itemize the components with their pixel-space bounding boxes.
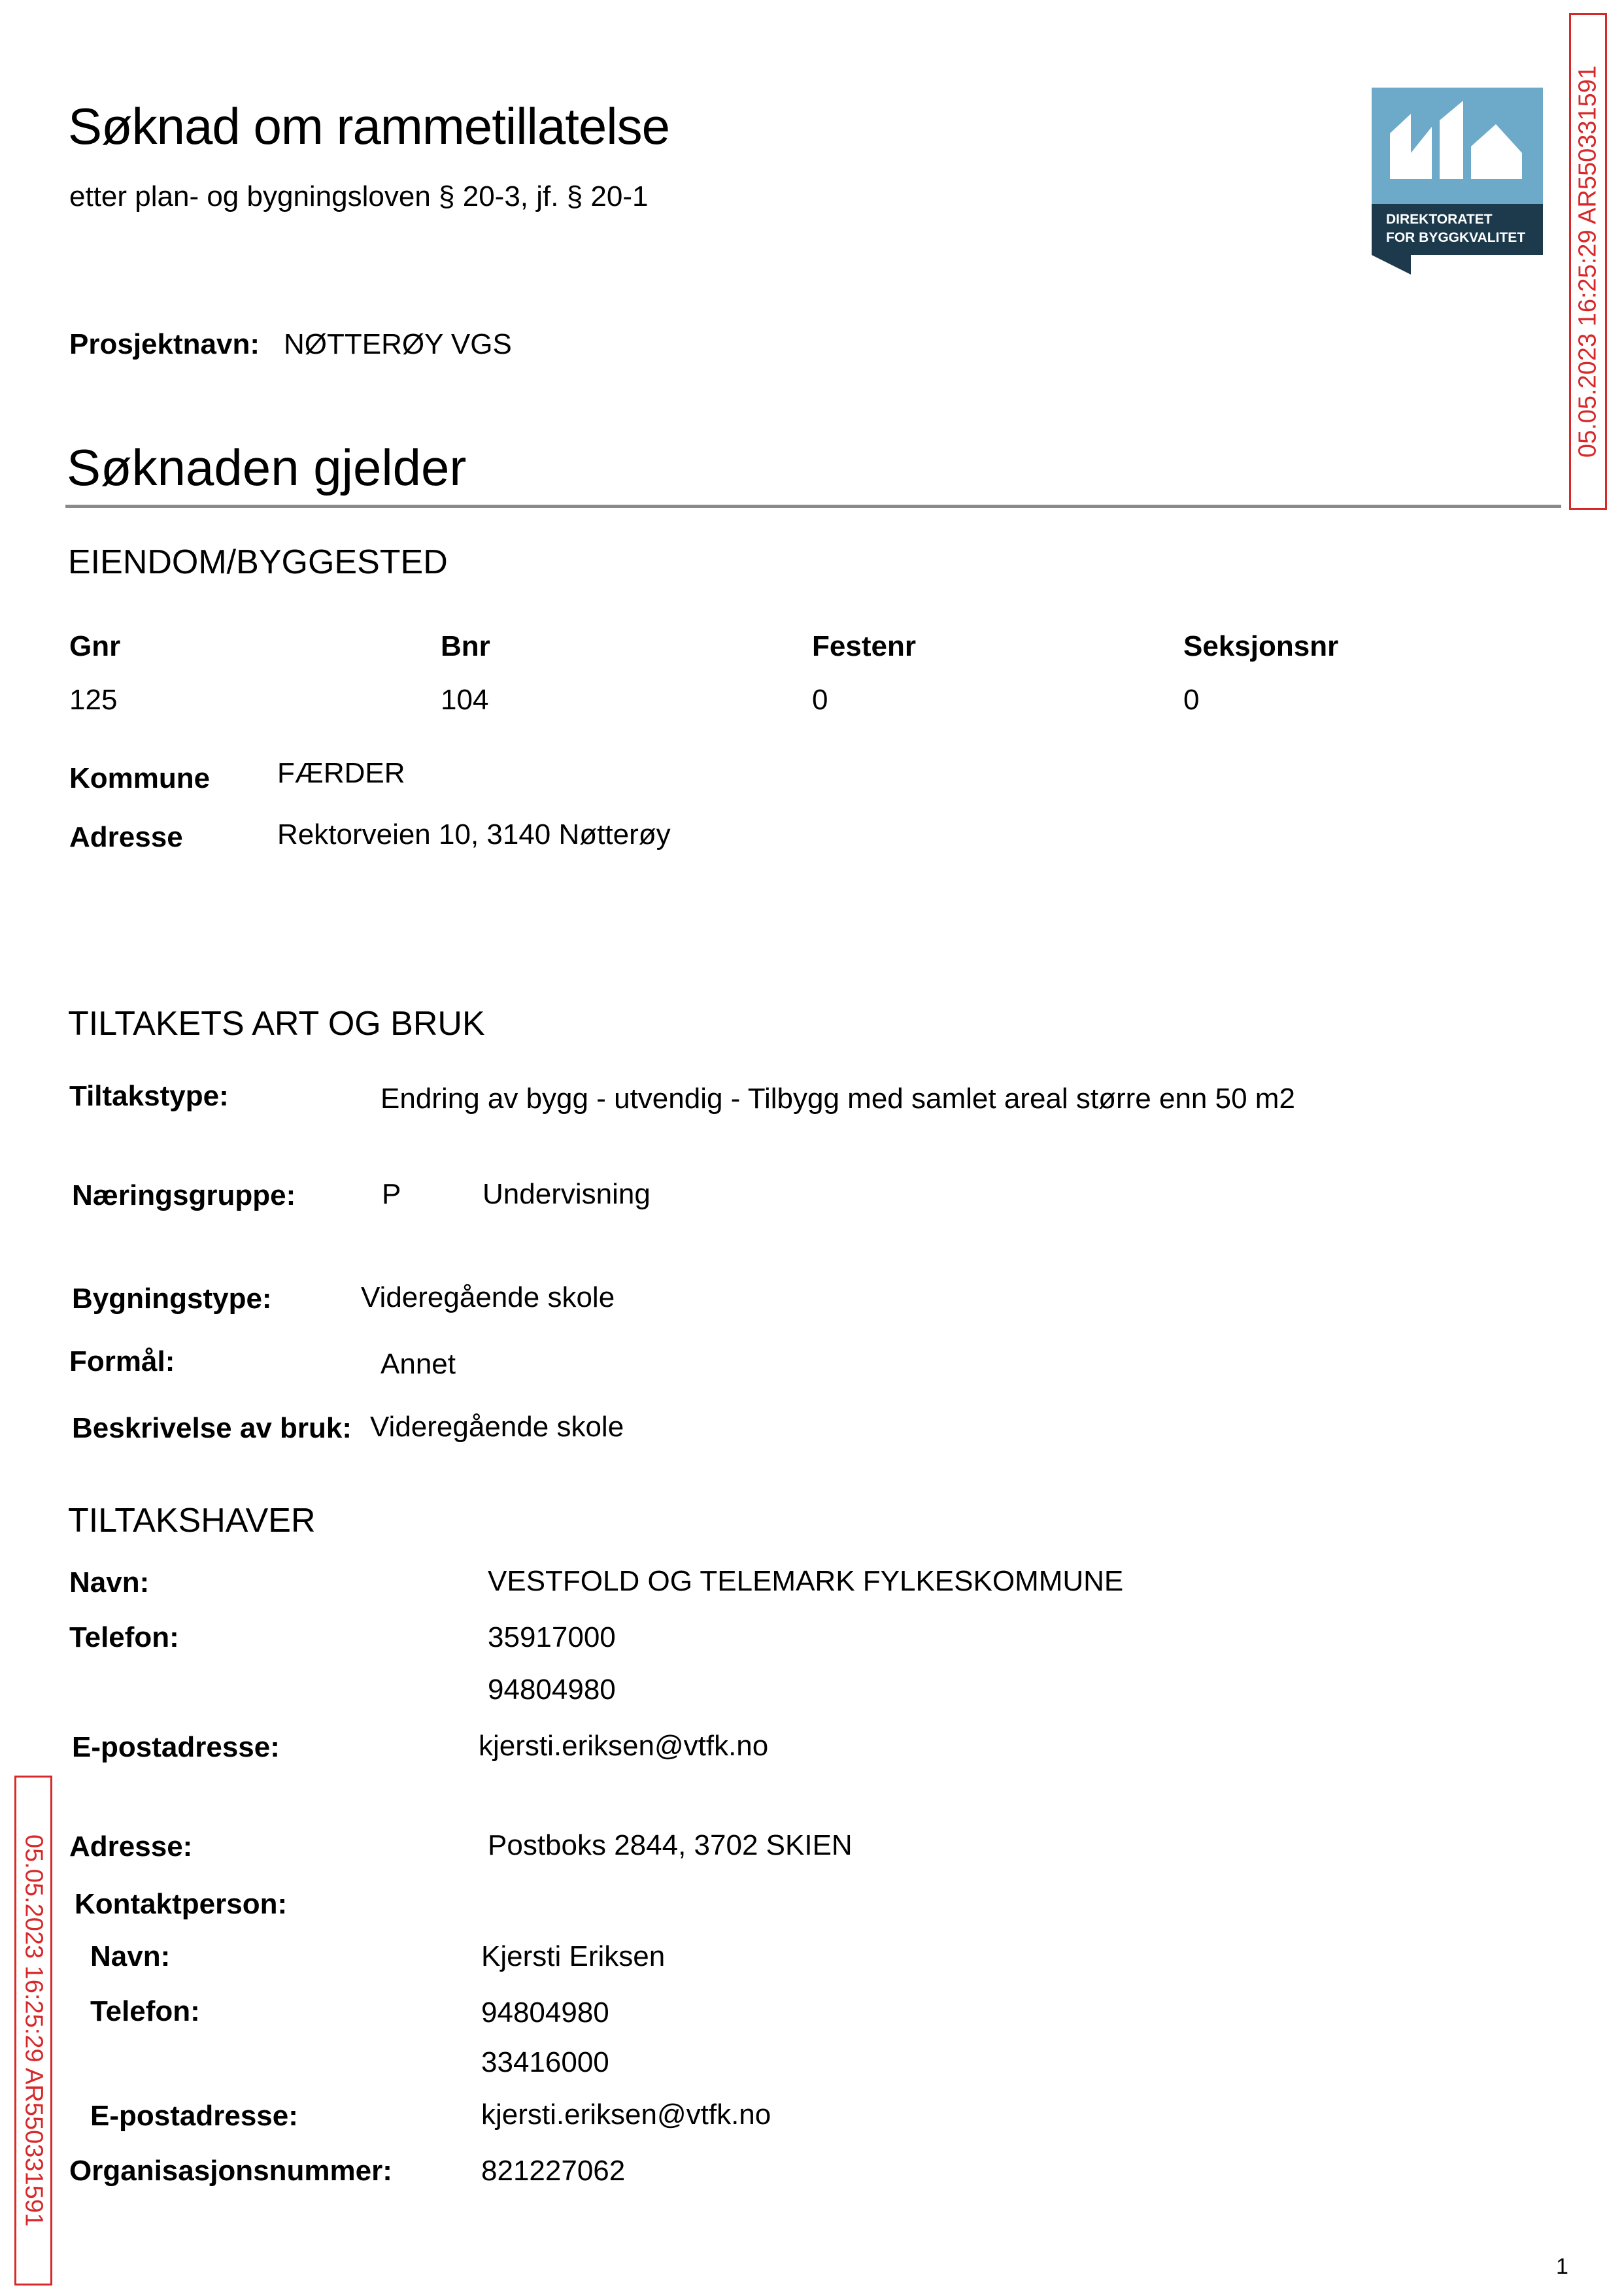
th-telefon-value-1: 35917000 bbox=[488, 1621, 616, 1653]
kommune-label: Kommune bbox=[69, 762, 211, 794]
project-label: Prosjektnavn: bbox=[69, 328, 260, 360]
bygningstype-label: Bygningstype: bbox=[72, 1283, 272, 1315]
naeringsgruppe-label: Næringsgruppe: bbox=[72, 1179, 296, 1211]
date-stamp-right-text: 05.05.2023 16:25:29 AR550331591 bbox=[1574, 65, 1602, 458]
kontakt-epost-label: E-postadresse: bbox=[90, 2100, 298, 2132]
dibk-logo bbox=[1372, 88, 1543, 275]
beskrivelse-value: Videregående skole bbox=[370, 1411, 624, 1443]
seksjonsnr-header: Seksjonsnr bbox=[1183, 630, 1339, 662]
th-telefon-label: Telefon: bbox=[69, 1621, 179, 1653]
th-navn-label: Navn: bbox=[69, 1566, 150, 1598]
th-epost-value: kjersti.eriksen@vtfk.no bbox=[479, 1730, 769, 1762]
seksjonsnr-value: 0 bbox=[1183, 684, 1200, 716]
section-divider bbox=[65, 505, 1561, 508]
kommune-value: FÆRDER bbox=[277, 757, 405, 789]
eiendom-heading: EIENDOM/BYGGESTED bbox=[68, 543, 448, 581]
date-stamp-left-text: 05.05.2023 16:25:29 AR550331591 bbox=[20, 1834, 48, 2227]
festenr-header: Festenr bbox=[812, 630, 916, 662]
kontakt-telefon-label: Telefon: bbox=[90, 1995, 200, 2027]
kontakt-navn-label: Navn: bbox=[90, 1940, 171, 1972]
bnr-value: 104 bbox=[441, 684, 489, 716]
org-value: 821227062 bbox=[481, 2155, 626, 2187]
date-stamp-left bbox=[14, 1776, 52, 2286]
festenr-value: 0 bbox=[812, 684, 828, 716]
adresse-label: Adresse bbox=[69, 821, 183, 853]
th-navn-value: VESTFOLD OG TELEMARK FYLKESKOMMUNE bbox=[488, 1565, 1124, 1597]
tiltakstype-value: Endring av bygg - utvendig - Tilbygg med samlet areal større enn 50 m2 bbox=[381, 1083, 1295, 1115]
bnr-header: Bnr bbox=[441, 630, 490, 662]
tiltakshaver-heading: TILTAKSHAVER bbox=[68, 1502, 316, 1540]
kontakt-navn-value: Kjersti Eriksen bbox=[481, 1940, 666, 1972]
kontakt-telefon-value-2: 33416000 bbox=[481, 2046, 609, 2078]
kontakt-epost-value: kjersti.eriksen@vtfk.no bbox=[481, 2099, 771, 2131]
logo-text-line2: FOR BYGGKVALITET bbox=[1386, 230, 1526, 245]
th-adresse-value: Postboks 2844, 3702 SKIEN bbox=[488, 1829, 853, 1861]
naeringsgruppe-code: P bbox=[382, 1178, 401, 1210]
document-title: Søknad om rammetillatelse bbox=[68, 97, 669, 155]
formal-label: Formål: bbox=[69, 1345, 175, 1377]
tiltak-heading: TILTAKETS ART OG BRUK bbox=[68, 1005, 485, 1043]
naeringsgruppe-value: Undervisning bbox=[482, 1178, 651, 1210]
project-value: NØTTERØY VGS bbox=[284, 328, 512, 360]
th-epost-label: E-postadresse: bbox=[72, 1731, 280, 1763]
logo-text-line1: DIREKTORATET bbox=[1386, 212, 1493, 227]
bygningstype-value: Videregående skole bbox=[361, 1281, 615, 1313]
section-title: Søknaden gjelder bbox=[67, 439, 467, 496]
document-subtitle: etter plan- og bygningsloven § 20-3, jf. § 20-1 bbox=[69, 180, 649, 212]
th-telefon-value-2: 94804980 bbox=[488, 1674, 616, 1706]
org-label: Organisasjonsnummer: bbox=[69, 2155, 392, 2187]
beskrivelse-label: Beskrivelse av bruk: bbox=[72, 1412, 352, 1444]
formal-value: Annet bbox=[381, 1348, 456, 1380]
date-stamp-right bbox=[1569, 13, 1607, 510]
page-number: 1 bbox=[1556, 2254, 1568, 2279]
kontakt-telefon-value-1: 94804980 bbox=[481, 1997, 609, 2029]
adresse-value: Rektorveien 10, 3140 Nøtterøy bbox=[277, 818, 671, 851]
th-adresse-label: Adresse: bbox=[69, 1830, 193, 1863]
gnr-value: 125 bbox=[69, 684, 118, 716]
kontakt-label: Kontaktperson: bbox=[75, 1888, 288, 1920]
tiltakstype-label: Tiltakstype: bbox=[69, 1080, 229, 1112]
gnr-header: Gnr bbox=[69, 630, 121, 662]
